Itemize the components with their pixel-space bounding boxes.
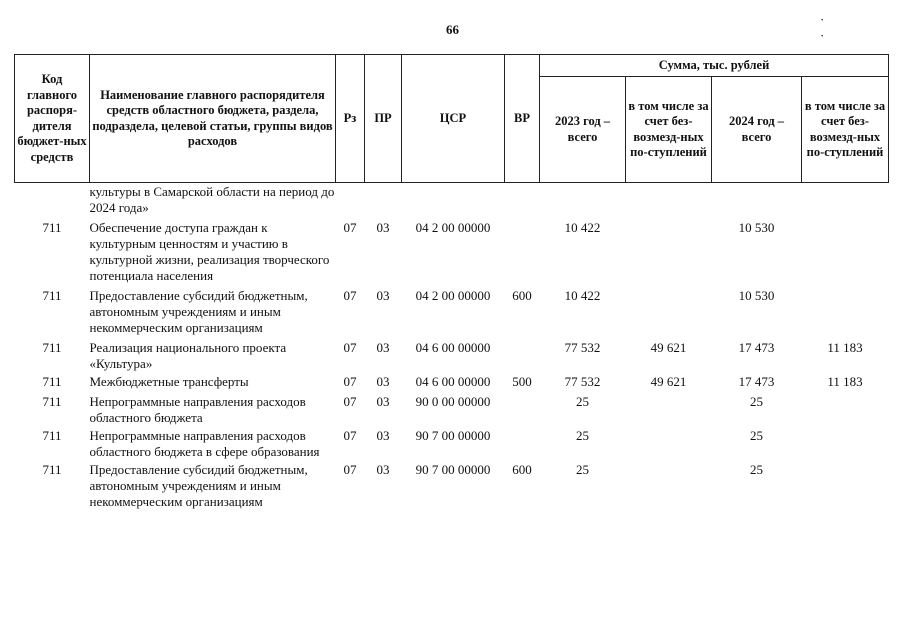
cell-2024-total: 10 530 <box>738 220 775 235</box>
cell-2023-gratuitous <box>626 390 712 426</box>
cell-name: культуры в Самарской области на период до 2024 года» <box>89 184 335 215</box>
cell-code: 711 <box>42 220 62 235</box>
table-row <box>15 390 889 426</box>
cell-2024-gratuitous <box>802 426 889 460</box>
cell-code: 711 <box>42 288 62 303</box>
cell-2023-gratuitous <box>626 216 712 284</box>
cell-2024-total: 10 530 <box>738 288 775 303</box>
cell-name: Реализация национального проекта «Культура» <box>89 340 287 371</box>
header-sum: Сумма, тыс. рублей <box>540 55 889 77</box>
cell-2023-gratuitous: 49 621 <box>650 340 687 355</box>
cell-2024-gratuitous: 11 183 <box>827 374 863 389</box>
cell-2024-total: 17 473 <box>738 340 775 355</box>
table-row <box>15 183 889 217</box>
cell-code: 711 <box>42 428 62 443</box>
cell-rz: 07 <box>343 340 357 355</box>
header-2023-gratuitous: в том числе за счет без-возмезд-ных по-ступлений <box>626 77 712 183</box>
cell-csr: 04 6 00 00000 <box>415 374 491 389</box>
cell-csr: 04 2 00 00000 <box>415 220 491 235</box>
cell-2023-total: 10 422 <box>564 220 601 235</box>
header-pr: ПР <box>365 55 402 183</box>
cell-2023-total <box>540 183 626 217</box>
cell-pr <box>365 183 402 217</box>
cell-2024-total: 17 473 <box>738 374 775 389</box>
cell-vr <box>505 336 540 372</box>
cell-vr: 600 <box>512 462 532 477</box>
cell-name: Предоставление субсидий бюджетным, автономным учреждениям и иным некоммерческим организациям <box>89 462 308 509</box>
header-rz: Рз <box>336 55 365 183</box>
header-csr: ЦСР <box>402 55 505 183</box>
cell-csr: 04 2 00 00000 <box>415 288 491 303</box>
cell-rz: 07 <box>343 428 357 443</box>
cell-rz <box>336 183 365 217</box>
header-2024-total: 2024 год – всего <box>712 77 802 183</box>
cell-2024-gratuitous: 11 183 <box>827 340 863 355</box>
header-2023-total: 2023 год – всего <box>540 77 626 183</box>
cell-2023-gratuitous <box>626 183 712 217</box>
cell-vr <box>505 390 540 426</box>
cell-2023-gratuitous <box>626 284 712 336</box>
cell-rz: 07 <box>343 394 357 409</box>
cell-rz: 07 <box>343 220 357 235</box>
cell-vr: 600 <box>512 288 532 303</box>
cell-csr: 90 0 00 00000 <box>415 394 491 409</box>
cell-pr: 03 <box>376 288 390 303</box>
table-row <box>15 372 889 390</box>
cell-2024-gratuitous <box>802 183 889 217</box>
corner-marks: · · <box>820 12 855 43</box>
table-row <box>15 216 889 284</box>
table-row <box>15 336 889 372</box>
cell-name: Непрограммные направления расходов областного бюджета <box>89 394 306 425</box>
table-row <box>15 426 889 460</box>
cell-code: 711 <box>42 340 62 355</box>
table-header <box>15 55 889 183</box>
cell-rz: 07 <box>343 374 357 389</box>
cell-code <box>15 183 90 217</box>
cell-csr: 90 7 00 00000 <box>415 462 491 477</box>
cell-2024-total: 25 <box>750 428 763 443</box>
cell-2023-total: 25 <box>576 462 589 477</box>
cell-csr: 04 6 00 00000 <box>415 340 491 355</box>
cell-pr: 03 <box>376 394 390 409</box>
cell-2023-total: 25 <box>576 394 589 409</box>
cell-2024-total: 25 <box>750 462 763 477</box>
cell-2024-total <box>712 183 802 217</box>
header-vr: ВР <box>505 55 540 183</box>
cell-name: Межбюджетные трансферты <box>89 374 249 389</box>
cell-2023-total: 10 422 <box>564 288 601 303</box>
cell-name: Непрограммные направления расходов областного бюджета в сфере образования <box>89 428 320 459</box>
cell-pr: 03 <box>376 220 390 235</box>
cell-pr: 03 <box>376 340 390 355</box>
cell-2024-gratuitous <box>802 390 889 426</box>
page-number: 66 <box>446 22 459 37</box>
cell-code: 711 <box>42 394 62 409</box>
cell-csr <box>402 183 505 217</box>
cell-code: 711 <box>42 374 62 389</box>
cell-vr <box>505 426 540 460</box>
table-row <box>15 460 889 510</box>
cell-vr: 500 <box>512 374 532 389</box>
cell-2023-total: 77 532 <box>564 340 601 355</box>
cell-csr: 90 7 00 00000 <box>415 428 491 443</box>
cell-2023-total: 77 532 <box>564 374 601 389</box>
header-name: Наименование главного распорядителя средств областного бюджета, раздела, подраздела, целевой статьи, группы видов расходов <box>90 55 336 183</box>
table-row <box>15 284 889 336</box>
cell-name: Обеспечение доступа граждан к культурным ценностям и участию в культурной жизни, реализация творческого потенциала населения <box>89 220 330 283</box>
cell-2024-gratuitous <box>802 460 889 510</box>
cell-2024-total: 25 <box>750 394 763 409</box>
cell-rz: 07 <box>343 462 357 477</box>
budget-table <box>14 54 889 510</box>
cell-2024-gratuitous <box>802 284 889 336</box>
cell-2023-total: 25 <box>576 428 589 443</box>
cell-rz: 07 <box>343 288 357 303</box>
header-code: Код главного распоря-дителя бюджет-ных средств <box>15 55 90 183</box>
cell-2023-gratuitous: 49 621 <box>650 374 687 389</box>
cell-2023-gratuitous <box>626 460 712 510</box>
header-2024-gratuitous: в том числе за счет без-возмезд-ных по-ступлений <box>802 77 889 183</box>
cell-2024-gratuitous <box>802 216 889 284</box>
cell-pr: 03 <box>376 374 390 389</box>
cell-pr: 03 <box>376 428 390 443</box>
cell-vr <box>505 183 540 217</box>
cell-2023-gratuitous <box>626 426 712 460</box>
cell-name: Предоставление субсидий бюджетным, автономным учреждениям и иным некоммерческим организациям <box>89 288 308 335</box>
cell-vr <box>505 216 540 284</box>
cell-pr: 03 <box>376 462 390 477</box>
table-body <box>15 183 889 511</box>
cell-code: 711 <box>42 462 62 477</box>
